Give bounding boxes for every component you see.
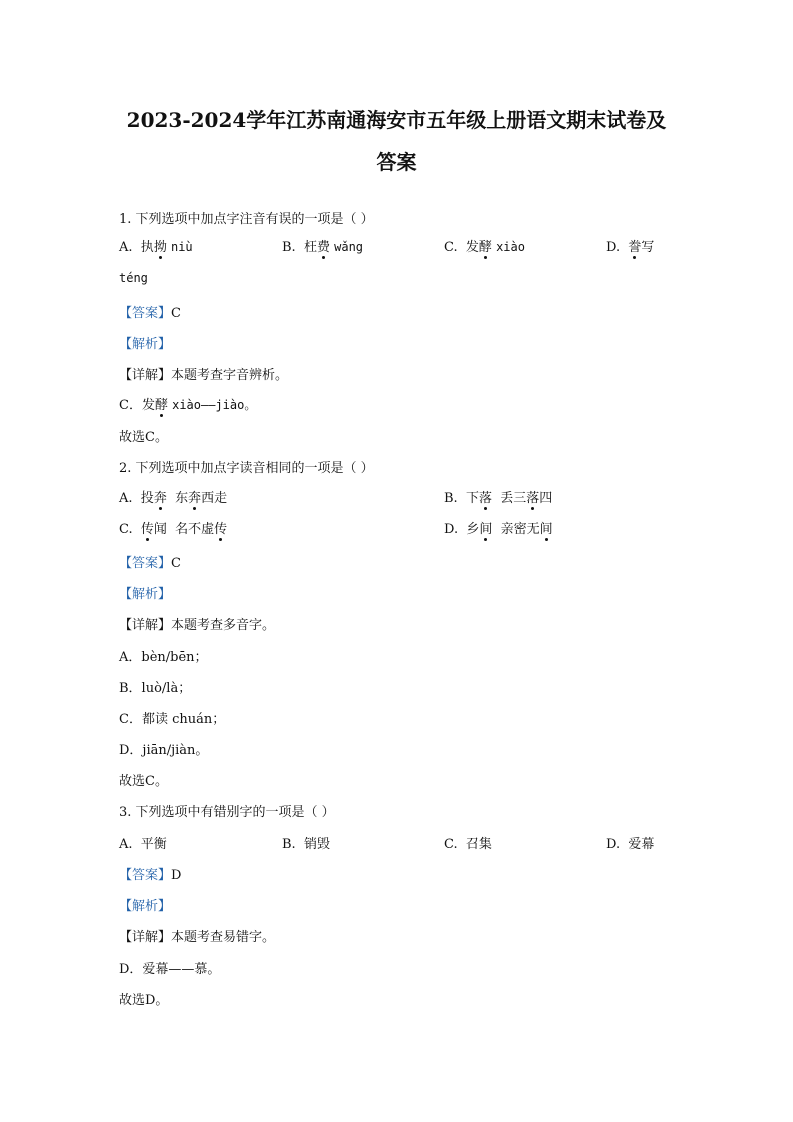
dotted-character: 拗 [154,236,167,255]
option-pinyin: wǎng [334,240,364,254]
detail-label: 【详解】 [119,618,172,633]
q3-option-c [444,833,492,852]
option-text: 西走 [201,491,228,506]
q2-analysis-label: 【解析】 [119,587,172,602]
q1-analysis-label: 【解析】 [119,337,172,352]
q1-option-d [606,236,654,255]
option-text: 闻 名不虚 [153,522,215,537]
option-word-part: 枉 [303,240,317,255]
option-letter: D. [444,522,459,537]
dotted-character: 落 [526,487,539,506]
option-word-part: 写 [641,240,655,255]
option-pinyin: niù [170,240,193,254]
q2-explanation-d: D．jiān/jiàn。 [119,743,209,758]
dotted-character: 落 [479,487,492,506]
q1-detail [119,364,288,383]
option-letter: C. [119,522,133,537]
dotted-character: 奔 [154,487,167,506]
q3-explanation: D．爱幕——慕。 [119,962,221,977]
q3-option-b [282,833,330,852]
q2-option-b [444,487,552,506]
question-1-stem: 1. 下列选项中加点字注音有误的一项是（ ） [119,212,374,227]
q2-option-a [119,487,227,506]
option-text: 销毁 [303,837,330,852]
q2-option-c [119,518,227,537]
q1-option-b [282,236,363,255]
dotted-character: 间 [540,518,553,537]
q3-answer [119,864,181,883]
q1-conclusion: 故选C。 [119,430,168,445]
answer-label: 【答案】 [119,306,172,321]
option-word-part: 执 [140,240,154,255]
document-title-line2: 答案 [376,150,417,174]
explanation-part: C．发 [119,398,155,413]
option-text: 东 [175,491,189,506]
option-text: 召集 [465,837,492,852]
q3-option-a [119,833,167,852]
answer-value: C [171,556,181,571]
q2-explanation-a: A．bèn/bēn； [119,650,208,665]
question-2-stem: 2. 下列选项中加点字读音相同的一项是（ ） [119,461,374,476]
q3-conclusion: 故选D。 [119,993,169,1008]
option-letter: B. [282,837,296,852]
q2-detail [119,614,275,633]
dotted-character: 传 [214,518,227,537]
option-text: 丢三 [500,491,527,506]
q1-option-d-pinyin: téng [119,271,148,285]
dotted-character: 费 [317,236,330,255]
q1-answer [119,302,181,321]
option-text: 下 [465,491,479,506]
q3-detail [119,926,275,945]
detail-label: 【详解】 [119,368,172,383]
q2-option-d [444,518,553,537]
q2-conclusion: 故选C。 [119,774,168,789]
option-text: 四 [539,491,553,506]
q1-explanation [119,394,256,413]
detail-label: 【详解】 [119,930,172,945]
q2-explanation-b: B．luò/là； [119,681,192,696]
option-letter: C. [444,240,458,255]
option-letter: B. [282,240,296,255]
option-text: 投 [140,491,154,506]
q3-analysis-label: 【解析】 [119,899,172,914]
dotted-character: 间 [479,518,492,537]
q2-answer [119,552,181,571]
q3-option-d [606,833,654,852]
option-letter: D. [606,837,621,852]
detail-text: 本题考查字音辨析。 [171,368,289,383]
detail-text: 本题考查多音字。 [171,618,276,633]
option-letter: C. [444,837,458,852]
dotted-character: 传 [141,518,154,537]
option-pinyin: xiào [496,240,525,254]
question-3-stem: 3. 下列选项中有错别字的一项是（ ） [119,805,335,820]
answer-value: C [171,306,181,321]
answer-label: 【答案】 [119,556,172,571]
option-word-part: 发 [465,240,479,255]
answer-value: D [171,868,182,883]
dotted-character: 酵 [479,236,492,255]
option-letter: B. [444,491,458,506]
option-letter: A. [119,240,133,255]
dotted-character: 奔 [188,487,201,506]
dotted-character: 酵 [155,394,168,413]
option-text: 平衡 [140,837,167,852]
q2-explanation-c: C．都读 chuán； [119,712,226,727]
detail-text: 本题考查易错字。 [171,930,276,945]
q1-option-c [444,236,525,255]
option-text: 亲密无 [500,522,540,537]
option-letter: D. [606,240,621,255]
option-letter: A. [119,491,133,506]
q1-option-a [119,236,193,255]
option-letter: A. [119,837,133,852]
option-text: 乡 [466,522,480,537]
document-title-line1: 2023-2024学年江苏南通海安市五年级上册语文期末试卷及 [126,108,667,132]
explanation-pinyin: xiào——jiào。 [172,398,257,412]
option-text: 爱幕 [628,837,655,852]
dotted-character: 誊 [628,236,641,255]
answer-label: 【答案】 [119,868,172,883]
